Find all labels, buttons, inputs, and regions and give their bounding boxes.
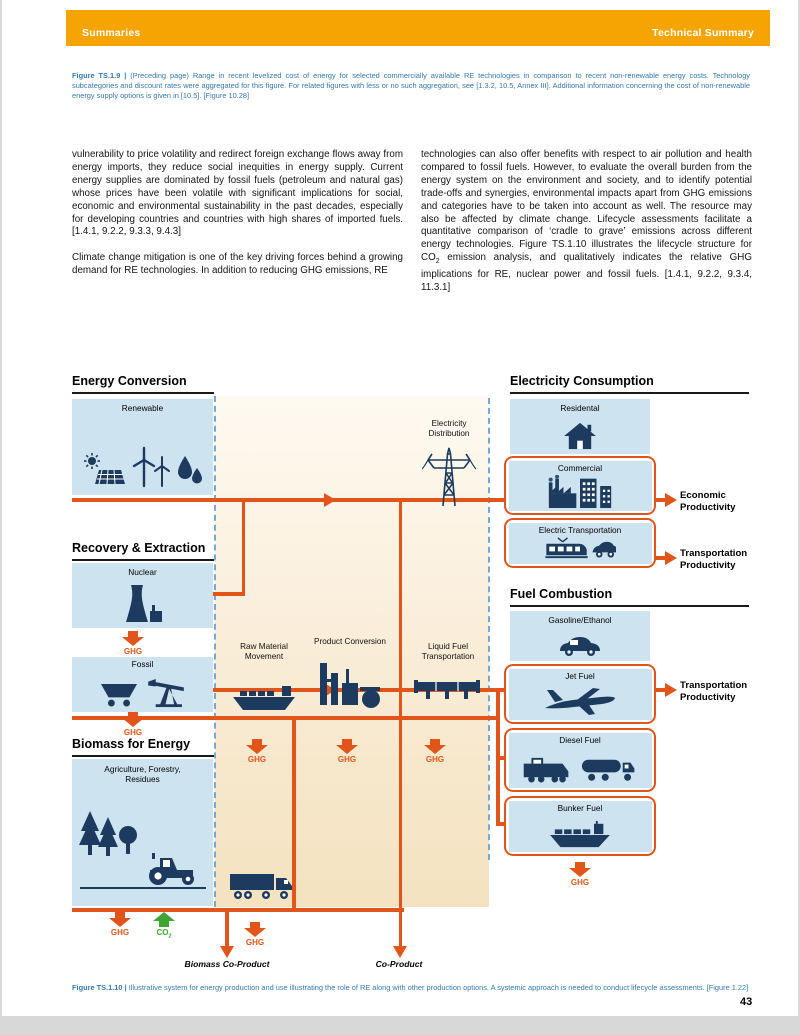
box-electric-transportation-label: Electric Transportation [538, 524, 622, 535]
box-renewable-label: Renewable [121, 403, 164, 413]
jet-fuel-icons [509, 681, 652, 720]
section-underline [510, 605, 749, 607]
box-residental-label: Residental [560, 403, 600, 413]
electric-transportation-icons [509, 535, 652, 564]
arrowhead-transportation-productivity-1 [665, 551, 677, 565]
body-paragraph-2: Climate change mitigation is one of the key driving forces behind a growing demand for RE technologies. In addition to reducing GHG emissions, RE [72, 252, 403, 277]
nuclear-icons [72, 577, 213, 628]
bunker-fuel-highlight-frame [504, 796, 656, 856]
flow-biomass-line [72, 908, 404, 912]
section-underline [510, 392, 749, 394]
flow-nuclear-connector-h [213, 592, 245, 596]
arrowhead-biomass-coproduct [220, 946, 234, 958]
fossil-icons [72, 669, 213, 712]
label-biomass-co-product: Biomass Co-Product [184, 959, 270, 969]
ghg-down-arrow-icon [424, 739, 446, 754]
electric-transportation-highlight-frame [504, 518, 656, 568]
residental-icons [510, 413, 650, 454]
commercial-icons [509, 473, 652, 511]
ghg-emission-product-conversion [325, 739, 369, 764]
label-transportation-productivity-2: Transportation Productivity [680, 680, 748, 703]
box-bunker-fuel [509, 801, 652, 852]
cargo-ship-icon [232, 684, 296, 712]
box-commercial-label: Commercial [557, 462, 603, 473]
box-biomass-label: Agriculture, Forestry, Residues [104, 764, 181, 784]
flow-biomass-coproduct-vertical [225, 908, 229, 948]
label-electricity-distribution: Electricity Distribution [428, 419, 470, 438]
factory-icon [544, 475, 616, 508]
co2-subscript: 2 [435, 258, 440, 266]
renewable-icons [72, 413, 213, 495]
box-bunker-fuel-label: Bunker Fuel [557, 802, 603, 813]
ghg-emission-nuclear [111, 631, 155, 656]
diesel-fuel-icons [509, 745, 652, 788]
co2-uptake-biomass [143, 912, 185, 942]
section-energy-conversion: Energy Conversion [72, 374, 187, 388]
header-right-label: Technical Summary [652, 27, 754, 39]
co2-sub: 2 [168, 933, 172, 940]
ghg-down-arrow-icon [122, 631, 144, 646]
co2-text: CO [156, 928, 169, 937]
dashed-divider-right [488, 398, 490, 860]
section-recovery-extraction: Recovery & Extraction [72, 541, 206, 555]
coal-cart-icon [100, 681, 138, 708]
box-diesel-fuel [509, 733, 652, 788]
co2-up-arrow-icon [153, 912, 175, 927]
bunker-ship-icon [549, 821, 611, 849]
ghg-down-arrow-icon [569, 862, 591, 877]
body-paragraph-3 [421, 149, 752, 295]
box-nuclear-label: Nuclear [128, 567, 157, 577]
locomotive-and-tanker-truck-icon [521, 752, 639, 785]
oil-pump-icon [146, 678, 186, 708]
ghg-label: GHG [123, 647, 143, 656]
ghg-label: GHG [245, 938, 265, 947]
box-commercial [509, 461, 652, 511]
label-raw-material-movement: Raw Material Movement [240, 642, 288, 661]
ghg-label: GHG [425, 755, 445, 764]
page-header-bar [66, 10, 770, 46]
label-economic-productivity: Economic Productivity [680, 490, 736, 513]
box-residental [510, 399, 650, 454]
co2-label [156, 928, 171, 942]
body-column-1 [72, 149, 403, 278]
section-biomass-for-energy: Biomass for Energy [72, 737, 191, 751]
ghg-down-arrow-icon [246, 739, 268, 754]
label-transportation-productivity-1: Transportation Productivity [680, 548, 748, 571]
ghg-emission-biomass [99, 912, 141, 937]
cooling-tower-icon [121, 584, 165, 624]
car-icon [558, 635, 602, 657]
ghg-down-arrow-icon [109, 912, 131, 927]
ghg-label: GHG [247, 755, 267, 764]
figure-ts-1-9-label: Figure TS.1.9 | [72, 71, 127, 80]
box-jet-fuel [509, 669, 652, 720]
electric-train-and-car-icon [544, 536, 616, 561]
arrowhead-coproduct [393, 946, 407, 958]
tractor-icon [144, 850, 202, 886]
ghg-label: GHG [570, 878, 590, 887]
section-underline [72, 755, 214, 757]
body-paragraph-3a: technologies can also offer benefits with respect to air pollution and health compared to fossil fuels. However, to evaluate the overall burden from the energy system on the environment and society, and to identify potential trade-offs and synergies, environmental impacts apart from GHG emissions and categories have to be taken into account as well. The resource may also be affected by climate change. Lifecycle assessments facilitate a quantitative comparison of ‘cradle to grave’ emissions across different energy technologies. Figure TS.1.10 illustrates the lifecycle structure for CO [421, 149, 752, 264]
ghg-emission-fossil [111, 712, 155, 737]
ghg-down-arrow-icon [122, 712, 144, 727]
box-jet-fuel-label: Jet Fuel [565, 670, 595, 681]
ghg-label: GHG [337, 755, 357, 764]
flow-coproduct-vertical [399, 500, 403, 948]
house-icon [562, 422, 598, 450]
gasoline-icons [510, 625, 650, 661]
label-liquid-fuel-transportation: Liquid Fuel Transportation [421, 642, 475, 661]
box-renewable [72, 399, 213, 495]
ghg-emission-liquid-fuel [413, 739, 457, 764]
ghg-label: GHG [110, 928, 130, 937]
pipeline-icon [414, 677, 480, 701]
dashed-divider-left [214, 396, 216, 907]
figure-ts-1-10-label: Figure TS.1.10 | [72, 983, 127, 992]
box-electric-transportation [509, 523, 652, 564]
arrowhead-mid-electricity [324, 493, 336, 507]
section-underline [72, 392, 214, 394]
ghg-emission-raw-material [235, 739, 279, 764]
box-biomass [72, 759, 213, 906]
diesel-fuel-highlight-frame [504, 728, 656, 792]
ghg-down-arrow-icon [336, 739, 358, 754]
solar-panel-icon [83, 452, 125, 488]
trees-icon [78, 809, 142, 873]
ghg-down-arrow-icon [244, 922, 266, 937]
box-gasoline-ethanol-label: Gasoline/Ethanol [548, 615, 612, 625]
label-co-product: Co-Product [375, 959, 423, 969]
box-gasoline-ethanol [510, 611, 650, 661]
figure-ts-1-10-caption [72, 983, 750, 993]
jet-fuel-highlight-frame [504, 664, 656, 724]
label-product-conversion: Product Conversion [314, 637, 386, 646]
section-underline [72, 559, 214, 561]
ghg-emission-bunker [559, 862, 601, 887]
truck-icon [228, 868, 294, 902]
figure-ts-1-9-text: (Preceding page) Range in recent levelized cost of energy for selected commercially available RE technologies in comparison to recent non-renewable energy costs. Technology subcategories and discount rates were aggregated for this figure. For related figures with less or no such aggregation, see [1.3.2, 10.5, Annex III]. Additional information concerning the cost of non-renewable energy supply options is given in [10.5]. [Figure 10.28] [72, 71, 751, 100]
bunker-fuel-icons [509, 813, 652, 852]
ghg-emission-truck [233, 922, 277, 947]
header-left-label: Summaries [82, 27, 141, 39]
box-fossil-label: Fossil [131, 659, 154, 669]
figure-ts-1-10-text: Illustrative system for energy production and use illustrating the role of RE along with other production options. A systemic approach is needed to conduct lifecycle assessments. [Figure 1.22] [126, 983, 749, 992]
figure-ts-1-9-caption [72, 71, 750, 101]
airplane-icon [543, 685, 617, 717]
flow-nuclear-connector-v [242, 500, 246, 595]
box-nuclear [72, 563, 213, 628]
body-column-2 [421, 149, 752, 295]
section-fuel-combustion: Fuel Combustion [510, 587, 613, 601]
document-page [2, 0, 798, 1016]
arrowhead-transportation-productivity-2 [665, 683, 677, 697]
ghg-label: GHG [123, 728, 143, 737]
box-fossil [72, 657, 213, 712]
transmission-tower-icon [422, 445, 476, 507]
section-electricity-consumption: Electricity Consumption [510, 374, 654, 388]
water-drops-icon [177, 454, 203, 488]
ground-line [80, 887, 206, 889]
body-paragraph-3b: emission analysis, and qualitatively indicates the relative GHG implications for RE, nuclear power and fossil fuels. [1.4.1, 9.2.2, 9.3.4, 11.3.1] [421, 252, 752, 294]
box-diesel-fuel-label: Diesel Fuel [559, 734, 601, 745]
arrowhead-economic-productivity [665, 493, 677, 507]
page-number: 43 [740, 996, 753, 1008]
refinery-icon [316, 657, 384, 711]
commercial-highlight-frame [504, 456, 656, 515]
body-paragraph-1: vulnerability to price volatility and redirect foreign exchange flows away from energy imports, they reduce social inequities in energy supply. Current energy supplies are dominated by fossil fuels (petroleum and natural gas) whose prices have been volatile with significant implications for social, economic and environmental sustainability in the past decades, especially for developing countries and countries with high shares of imported fuels. [1.4.1, 9.2.2, 9.3.3, 9.4.3] [72, 149, 403, 238]
wind-turbine-icon [131, 444, 171, 488]
